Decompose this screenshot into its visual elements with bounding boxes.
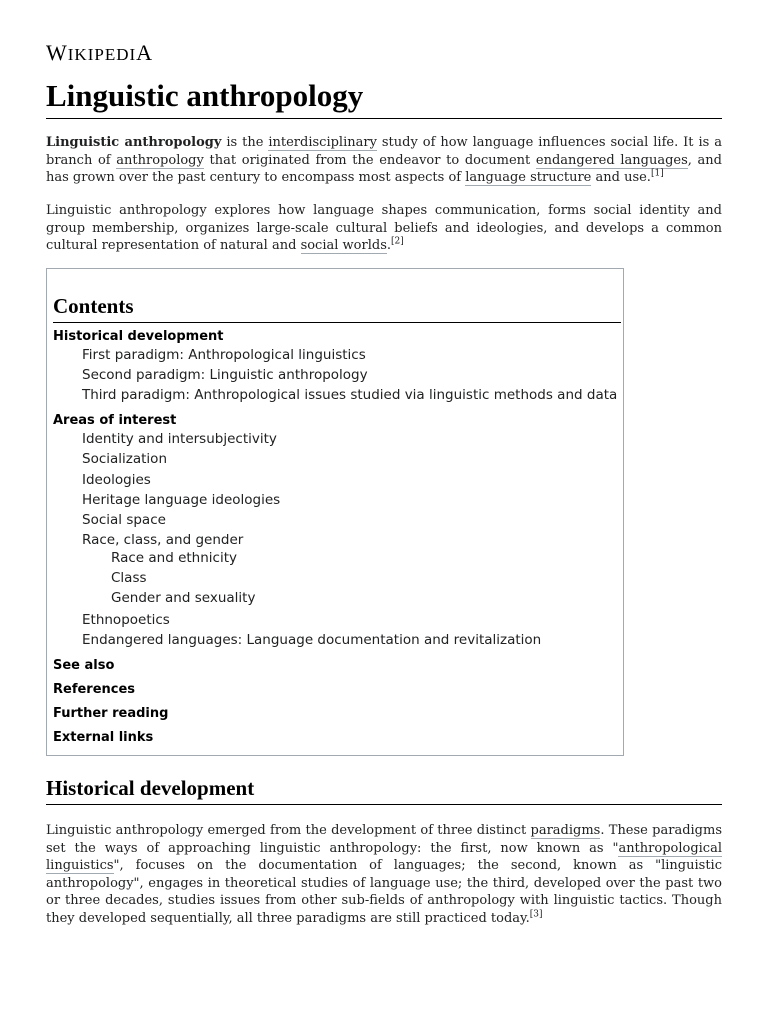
link-paradigms[interactable]: paradigms — [530, 823, 601, 838]
text: Linguistic anthropology emerged from the development of three distinct — [46, 823, 531, 838]
wordmark-smallcaps: IKIPEDI — [67, 45, 137, 64]
text: ", focuses on the documentation of languages; the second, known as "linguistic anthropology", engages in theoretical studies of language use; the third, developed over the past two or three decades, studies issues from other sub-fields of anthropology with linguistic tactics. Though they developed sequentially, all three paradigms are still practiced today. — [46, 858, 722, 926]
text: is the — [221, 135, 269, 150]
toc-item-historical-development[interactable]: Historical development — [53, 329, 224, 344]
text: . — [386, 238, 391, 253]
toc-item-ideologies[interactable]: Ideologies — [82, 472, 151, 488]
table-of-contents — [46, 268, 624, 756]
toc-item-socialization[interactable]: Socialization — [82, 451, 167, 467]
text: and use. — [591, 170, 651, 185]
link-anthropology[interactable]: anthropology — [116, 152, 204, 168]
toc-item-race-ethnicity[interactable]: Race and ethnicity — [111, 550, 237, 566]
toc-item-race-class-gender[interactable]: Race, class, and gender — [82, 532, 244, 548]
toc-item-endangered-languages[interactable]: Endangered languages: Language documentation and revitalization — [82, 632, 542, 648]
wikipedia-wordmark[interactable] — [46, 40, 153, 66]
toc-item-social-space[interactable]: Social space — [82, 512, 166, 528]
toc-item-heritage-language[interactable]: Heritage language ideologies — [82, 492, 281, 508]
toc-title: Contents — [53, 293, 621, 323]
toc-item-gender-sexuality[interactable]: Gender and sexuality — [111, 590, 256, 606]
text: Linguistic anthropology explores how language shapes communication, forms social identity and group membership, organizes large-scale cultural beliefs and ideologies, and develops a common cultural representation of natural and — [46, 203, 722, 253]
link-anthropological-linguistics[interactable]: anthropological linguistics — [46, 840, 722, 873]
section-heading-historical-development: Historical development — [46, 773, 722, 805]
text: that originated from the endeavor to document — [203, 152, 536, 168]
toc-item-class[interactable]: Class — [111, 570, 147, 586]
reference-3[interactable]: [3] — [529, 909, 543, 920]
toc-item-references[interactable]: References — [53, 682, 136, 697]
toc-item-first-paradigm[interactable]: First paradigm: Anthropological linguistics — [82, 347, 366, 363]
link-language-structure[interactable]: language structure — [465, 170, 592, 185]
toc-item-third-paradigm[interactable]: Third paradigm: Anthropological issues studied via linguistic methods and data — [82, 387, 618, 403]
link-interdisciplinary[interactable]: interdisciplinary — [268, 135, 377, 150]
intro-paragraph-1 — [46, 134, 722, 187]
toc-item-second-paradigm[interactable]: Second paradigm: Linguistic anthropology — [82, 367, 368, 383]
wordmark-letter-end: A — [136, 40, 154, 65]
intro-paragraph-2 — [46, 202, 722, 255]
toc-item-identity[interactable]: Identity and intersubjectivity — [82, 431, 277, 447]
reference-1[interactable]: [1] — [650, 168, 664, 179]
text: study of how language influences social life. It is a branch of — [46, 135, 722, 168]
lead-term: Linguistic anthropology — [46, 135, 222, 150]
section-paragraph-1 — [46, 822, 722, 927]
reference-2[interactable]: [2] — [391, 236, 404, 247]
toc-item-areas-of-interest[interactable]: Areas of interest — [53, 413, 177, 428]
toc-item-ethnopoetics[interactable]: Ethnopoetics — [82, 612, 170, 628]
link-social-worlds[interactable]: social worlds — [300, 238, 387, 253]
link-endangered-languages[interactable]: endangered languages — [535, 152, 688, 168]
text: . These paradigms set the ways of approaching linguistic anthropology: the first, now known as " — [46, 823, 722, 856]
wordmark-letter: W — [46, 40, 68, 65]
toc-item-external-links[interactable]: External links — [53, 730, 154, 745]
page-title: Linguistic anthropology — [46, 76, 722, 119]
toc-item-see-also[interactable]: See also — [53, 658, 115, 673]
text: , and has grown over the past century to encompass most aspects of — [46, 152, 723, 185]
toc-item-further-reading[interactable]: Further reading — [53, 706, 169, 721]
